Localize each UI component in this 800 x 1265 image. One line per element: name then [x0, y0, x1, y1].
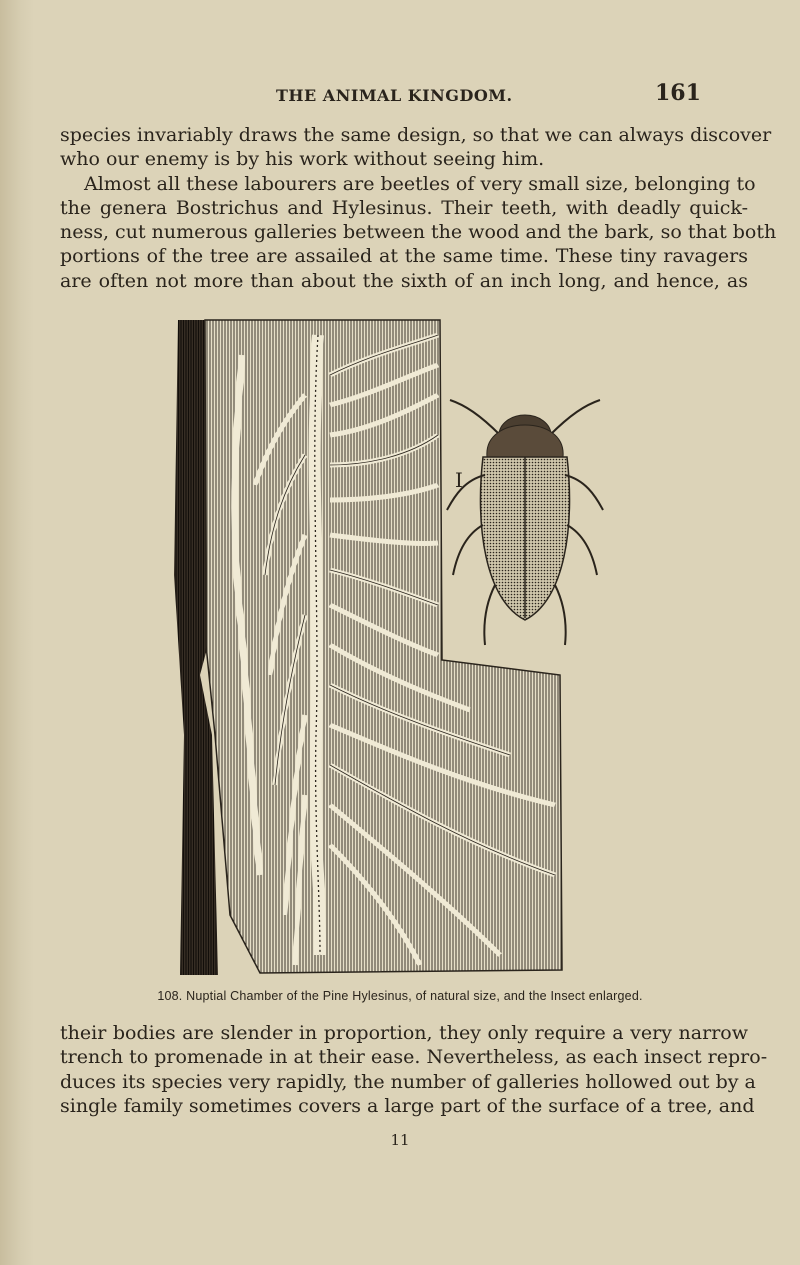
text-line: species invariably draws the same design, so that we can always discover — [60, 124, 772, 146]
text-line: ness, cut numerous galleries between the wood and the bark, so that both — [60, 221, 777, 244]
page-header — [0, 80, 800, 110]
text-line: Almost all these labourers are beetles of very small size, belonging to — [84, 172, 756, 195]
running-title: THE ANIMAL KINGDOM. — [276, 86, 513, 105]
paragraph-2 — [60, 1021, 768, 1118]
text-line: their bodies are slender in proportion, they only require a very narrow — [60, 1022, 748, 1044]
text-line: who our enemy is by his work without seeing him. — [60, 148, 545, 171]
text-line: duces its species very rapidly, the number of galleries hollowed out by a — [60, 1070, 756, 1093]
beetle-enlarged — [447, 400, 603, 645]
text-line: single family sometimes covers a large part of the surface of a tree, and — [60, 1094, 755, 1117]
engraving-figure — [170, 315, 620, 980]
text-line: the genera Bostrichus and Hylesinus. Their teeth, with deadly quick- — [60, 196, 748, 219]
paragraph-1 — [60, 123, 777, 293]
text-line: portions of the tree are assailed at the same time. These tiny ravagers — [60, 245, 748, 268]
scale-mark: I — [455, 468, 463, 492]
signature-mark: 11 — [390, 1131, 410, 1149]
beetle-galleries-illustration — [170, 315, 620, 980]
text-line: are often not more than about the sixth of an inch long, and hence, as — [60, 269, 748, 292]
page-edge — [0, 0, 34, 1265]
figure-caption: 108. Nuptial Chamber of the Pine Hylesinus, of natural size, and the Insect enlarged. — [157, 989, 643, 1003]
text-line: trench to promenade in at their ease. Nevertheless, as each insect repro- — [60, 1046, 768, 1069]
page-number: 161 — [655, 80, 701, 106]
